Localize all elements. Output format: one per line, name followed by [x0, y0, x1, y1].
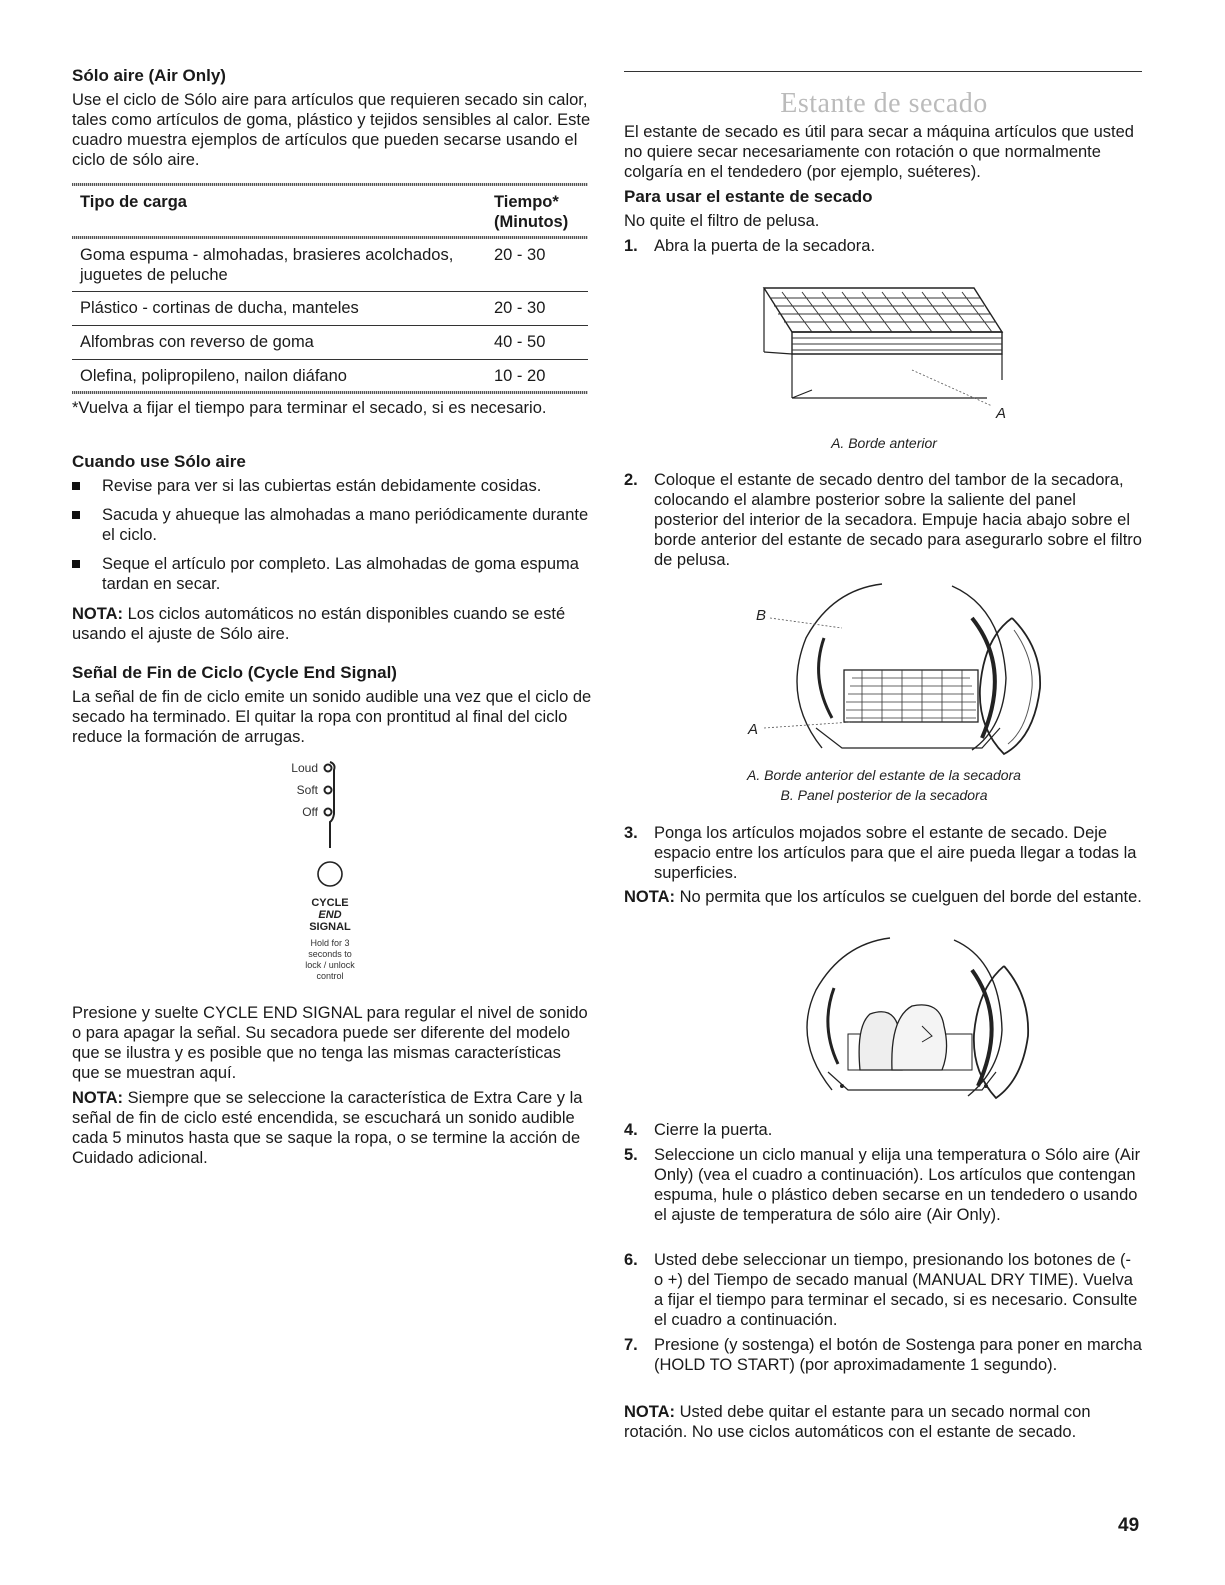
drying-rack-title: Estante de secado [780, 88, 988, 119]
rack-note-1: NOTA: No permita que los artículos se cuelguen del borde del estante. [624, 888, 1142, 906]
fig1-caption: A. Borde anterior [831, 435, 937, 451]
svg-text:SIGNAL: SIGNAL [309, 921, 351, 933]
bullet-square [72, 560, 80, 568]
svg-text:lock / unlock: lock / unlock [305, 960, 355, 970]
loud-indicator-icon [325, 765, 332, 772]
cycle-signal-intro: La señal de fin de ciclo emite un sonido audible una vez que el ciclo de secado ha terminado. El quitar la ropa con prontitud al final del ciclo reduce la formación de arrugas. [72, 688, 592, 746]
fig2-caption-a: A. Borde anterior del estante de la secadora [747, 767, 1021, 783]
fig2-label-a: A [748, 721, 759, 738]
air-only-heading: Sólo aire (Air Only) [72, 66, 226, 85]
off-indicator-icon [325, 809, 332, 816]
fig2-label-b: B [756, 607, 767, 624]
soft-indicator-icon [325, 787, 332, 794]
table-bottom-rule [72, 391, 588, 394]
when-using-heading: Cuando use Sólo aire [72, 452, 246, 471]
svg-text:Hold for 3: Hold for 3 [310, 938, 350, 948]
drying-rack-subheading: Para usar el estante de secado [624, 187, 873, 206]
fig2-caption-b: B. Panel posterior de la secadora [780, 787, 988, 803]
rack-note-2: NOTA: Usted debe quitar el estante para un secado normal con rotación. No use ciclos automáticos con el estante de secado. [624, 1403, 1091, 1441]
loud-label: Loud [291, 761, 318, 775]
table-row-load: Goma espuma - almohadas, brasieres acolchados, juguetes de peluche [80, 246, 454, 284]
svg-text:control: control [316, 971, 344, 981]
bullet-square [72, 482, 80, 490]
svg-text:END: END [318, 909, 342, 921]
table-footnote: *Vuelva a fijar el tiempo para terminar el secado, si es necesario. [72, 399, 547, 417]
cycle-signal-heading: Señal de Fin de Ciclo (Cycle End Signal) [72, 663, 397, 682]
table-row-load: Plástico - cortinas de ducha, manteles [80, 299, 359, 317]
when-using-note: NOTA: Los ciclos automáticos no están disponibles cuando se esté usando el ajuste de Sólo aire. [72, 605, 566, 643]
svg-text:seconds to: seconds to [308, 949, 352, 959]
fig1-label-a: A [996, 405, 1007, 422]
table-row-divider [72, 291, 588, 292]
svg-text:CYCLE: CYCLE [311, 897, 349, 909]
cycle-signal-note: NOTA: Siempre que se seleccione la característica de Extra Care y la señal de fin de ciclo esté encendida, se escuchará un sonido audible cada 5 minutos hasta que se saque la ropa, o se termine la acción de Cuidado adicional. [72, 1089, 583, 1167]
bullet-square [72, 511, 80, 519]
rack-in-drum-illustration [742, 578, 1052, 758]
table-header-time: Tiempo* [494, 193, 559, 211]
table-row-load: Olefina, polipropileno, nailon diáfano [80, 367, 347, 385]
page-number: 49 [1118, 1515, 1140, 1536]
cycle-end-signal-panel-illustration [272, 756, 392, 996]
table-row-time: 20 - 30 [494, 246, 546, 264]
table-row-time: 20 - 30 [494, 299, 546, 317]
cycle-end-signal-button-icon [318, 862, 342, 886]
table-row-divider [72, 325, 588, 326]
soft-label: Soft [296, 783, 318, 797]
air-only-intro: Use el ciclo de Sólo aire para artículos que requieren secado sin calor, tales como artículos de goma, plástico y tejidos sensibles al calor. Este cuadro muestra ejemplos de artículos que pueden secarse usando el ciclo de sólo aire. [72, 91, 591, 169]
table-header-unit: (Minutos) [494, 213, 569, 231]
indicator-bracket-icon [330, 762, 335, 848]
table-row-divider [72, 359, 588, 360]
table-row-time: 10 - 20 [494, 367, 546, 385]
items-on-rack-illustration [772, 930, 1032, 1108]
drying-rack-illustration [752, 270, 1022, 430]
section-top-rule [624, 71, 1142, 72]
drying-rack-intro: El estante de secado es útil para secar a máquina artículos que usted no quiere secar necesariamente con rotación o que normalmente colgaría en el tendedero (por ejemplo, suéteres). [624, 123, 1134, 181]
table-row-time: 40 - 50 [494, 333, 546, 351]
table-top-rule [72, 183, 588, 186]
cycle-signal-press-text: Presione y suelte CYCLE END SIGNAL para regular el nivel de sonido o para apagar la señal. Su secadora puede ser diferente del modelo que se ilustra y es posible que no tenga las mismas características que se muestran aquí. [72, 1004, 588, 1082]
table-header-load: Tipo de carga [80, 193, 187, 211]
table-header-rule [72, 236, 588, 239]
off-label: Off [302, 805, 318, 819]
lint-filter-note: No quite el filtro de pelusa. [624, 212, 820, 230]
table-row-load: Alfombras con reverso de goma [80, 333, 314, 351]
